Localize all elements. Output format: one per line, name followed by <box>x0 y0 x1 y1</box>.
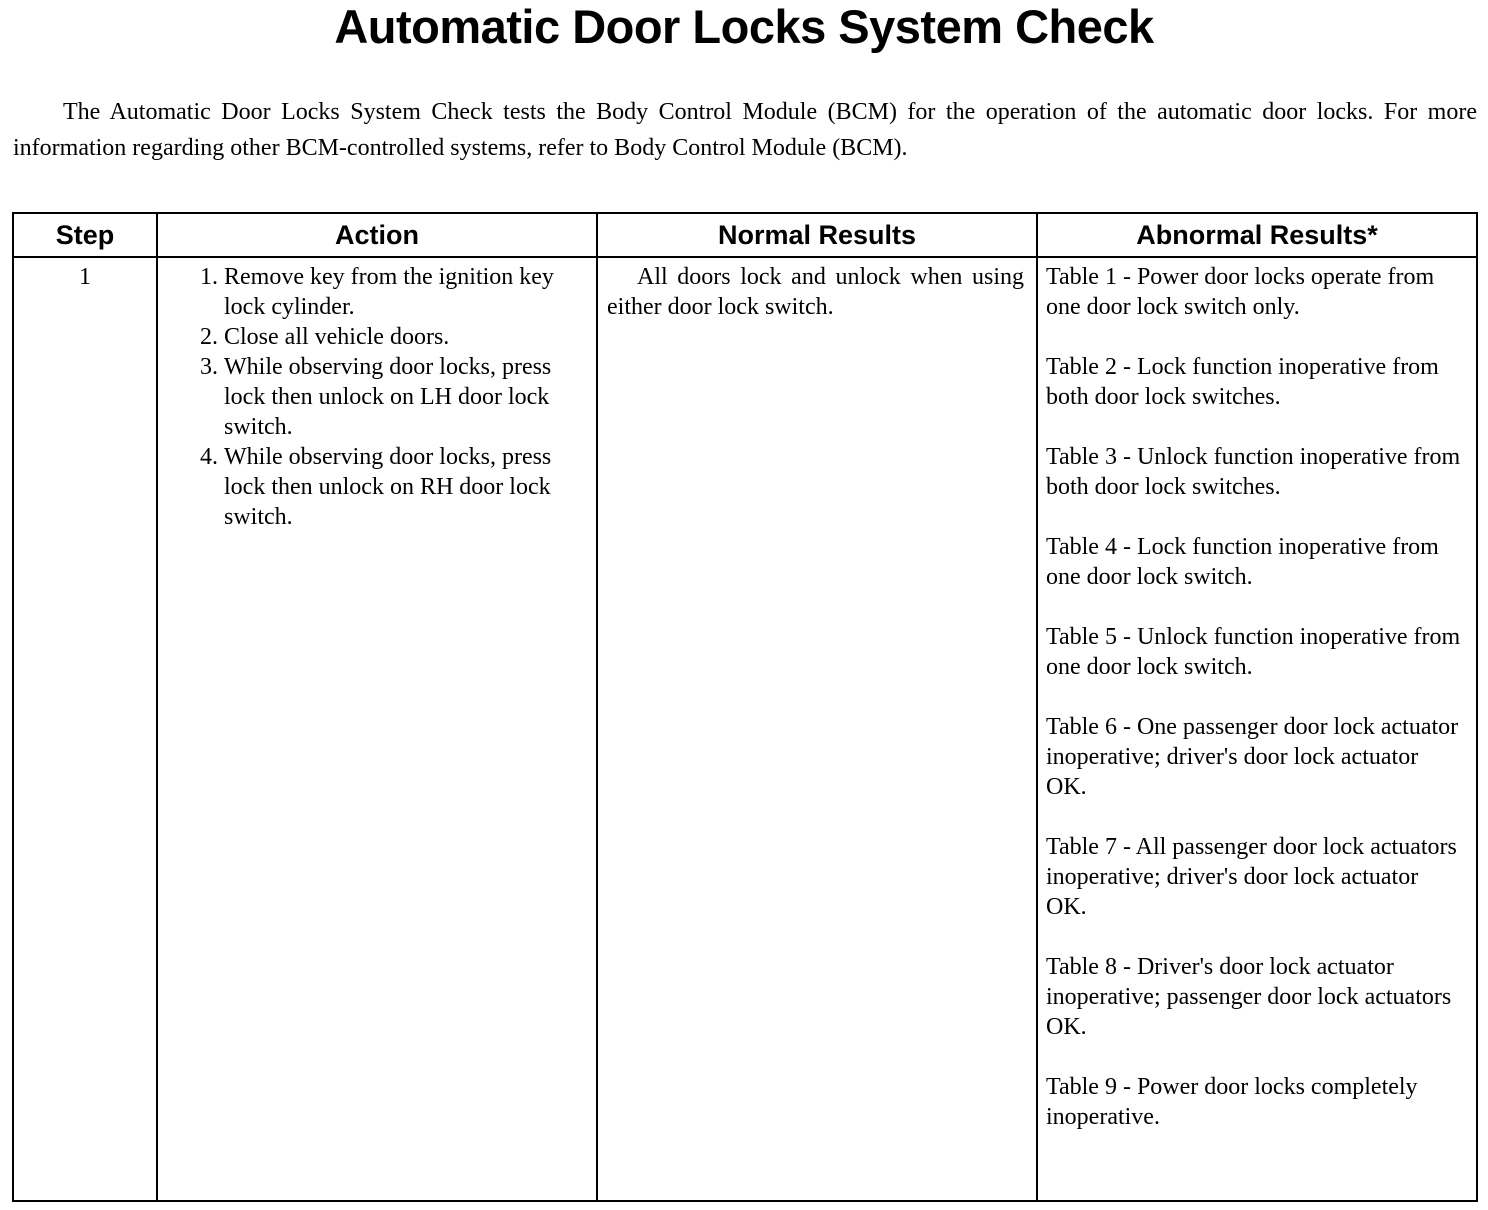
action-item: 3. While observing door locks, press lock then unlock on LH door lock switch. <box>224 352 582 442</box>
abnormal-result-item: Table 3 - Unlock function inoperative from both door lock switches. <box>1046 444 1461 500</box>
header-normal-results: Normal Results <box>597 213 1037 257</box>
table-header-row <box>13 213 1477 257</box>
abnormal-result-item: Table 2 - Lock function inoperative from both door lock switches. <box>1046 354 1439 410</box>
normal-results-cell <box>597 257 1037 1201</box>
abnormal-result-item: Table 7 - All passenger door lock actuators inoperative; driver's door lock actuator OK. <box>1046 834 1457 920</box>
table-row <box>13 257 1477 1201</box>
header-abnormal-results: Abnormal Results* <box>1037 213 1477 257</box>
abnormal-result-item: Table 9 - Power door locks completely inoperative. <box>1046 1074 1418 1130</box>
abnormal-result-item: Table 4 - Lock function inoperative from one door lock switch. <box>1046 534 1439 590</box>
action-list <box>192 262 582 532</box>
action-item: 2. Close all vehicle doors. <box>224 322 582 352</box>
intro-paragraph <box>13 94 1477 166</box>
normal-result-text: All doors lock and unlock when using either door lock switch. <box>607 264 1024 320</box>
abnormal-result-item: Table 5 - Unlock function inoperative from one door lock switch. <box>1046 624 1461 680</box>
header-action: Action <box>157 213 597 257</box>
system-check-table <box>12 212 1478 1202</box>
action-item: 1. Remove key from the ignition key lock cylinder. <box>224 262 582 322</box>
action-cell <box>157 257 597 1201</box>
intro-text: The Automatic Door Locks System Check tests the Body Control Module (BCM) for the operation of the automatic door locks. For more information regarding other BCM-controlled systems, refer to Body Control Module (BCM). <box>13 99 1477 161</box>
step-number: 1 <box>13 257 157 1201</box>
abnormal-results-cell <box>1037 257 1477 1201</box>
abnormal-result-item: Table 1 - Power door locks operate from one door lock switch only. <box>1046 264 1435 320</box>
page-title: Automatic Door Locks System Check <box>334 0 1154 53</box>
action-item: 4. While observing door locks, press lock then unlock on RH door lock switch. <box>224 442 582 532</box>
abnormal-result-item: Table 6 - One passenger door lock actuator inoperative; driver's door lock actuator OK. <box>1046 714 1459 800</box>
abnormal-result-item: Table 8 - Driver's door lock actuator inoperative; passenger door lock actuators OK. <box>1046 954 1452 1040</box>
header-step: Step <box>13 213 157 257</box>
